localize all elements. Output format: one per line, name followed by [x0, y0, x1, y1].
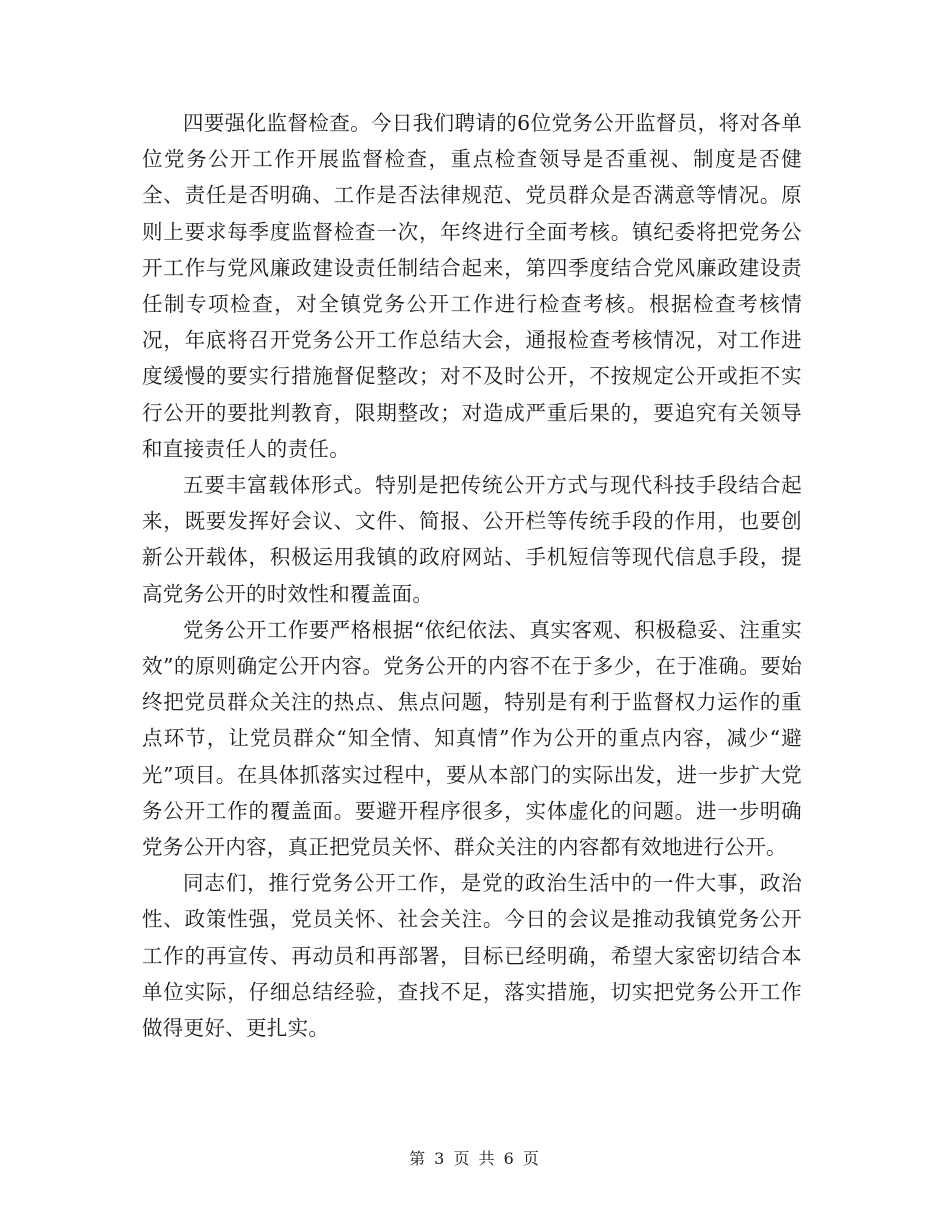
paragraph-closing: 同志们，推行党务公开工作，是党的政治生活中的一件大事，政治性、政策性强，党员关怀、社会关注。今日的会议是推动我镇党务公开工作的再宣传、再动员和再部署，目标已经明确，希望大家密切结合本单位实际，仔细总结经验，查找不足，落实措施，切实把党务公开工作做得更好、更扎实。: [142, 871, 802, 1041]
page-number-footer: 第 3 页 共 6 页: [409, 1149, 541, 1168]
paragraph-carrier-forms: 五要丰富载体形式。特别是把传统公开方式与现代科技手段结合起来，既要发挥好会议、文件、简报、公开栏等传统手段的作用，也要创新公开载体，积极运用我镇的政府网站、手机短信等现代信息手段，提高党务公开的时效性和覆盖面。: [142, 473, 802, 606]
document-body: [142, 105, 802, 1046]
paragraph-disclosure-content: 党务公开工作要严格根据“依纪依法、真实客观、积极稳妥、注重实效”的原则确定公开内容。党务公开的内容不在于多少，在于准确。要始终把党员群众关注的热点、焦点问题，特别是有利于监督权力运作的重点环节，让党员群众“知全情、知真情”作为公开的重点内容，减少“避光”项目。在具体抓落实过程中，要从本部门的实际出发，进一步扩大党务公开工作的覆盖面。要避开程序很多，实体虚化的问题。进一步明确党务公开内容，真正把党员关怀、群众关注的内容都有效地进行公开。: [142, 617, 802, 860]
paragraph-supervision: 四要强化监督检查。今日我们聘请的6位党务公开监督员，将对各单位党务公开工作开展监督检查，重点检查领导是否重视、制度是否健全、责任是否明确、工作是否法律规范、党员群众是否满意等情况。原则上要求每季度监督检查一次，年终进行全面考核。镇纪委将把党务公开工作与党风廉政建设责任制结合起来，第四季度结合党风廉政建设责任制专项检查，对全镇党务公开工作进行检查考核。根据检查考核情况，年底将召开党务公开工作总结大会，通报检查考核情况，对工作进度缓慢的要实行措施督促整改；对不及时公开，不按规定公开或拒不实行公开的要批判教育，限期整改；对造成严重后果的，要追究有关领导和直接责任人的责任。: [142, 111, 802, 461]
